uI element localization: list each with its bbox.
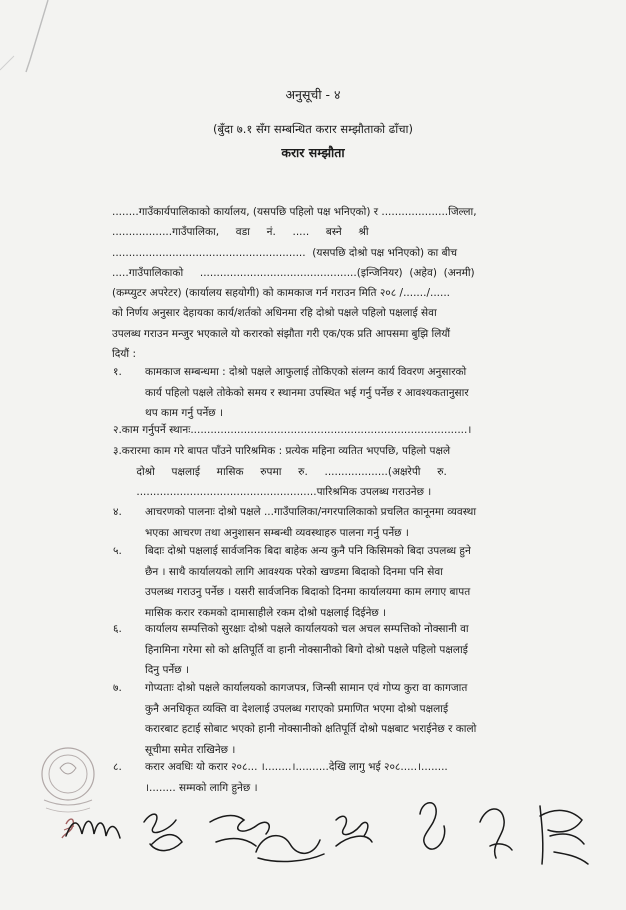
signature xyxy=(210,816,269,846)
clause-line: कुनै अनधिकृत व्यक्ति वा देशलाई उपलब्ध गराएको प्रमाणित भएमा दोश्रो पक्षलाई xyxy=(145,702,449,715)
clause-line: कामकाज सम्बन्धमा : दोश्रो पक्षले आफुलाई तोकिएको संलग्न कार्य विवरण अनुसारको xyxy=(145,366,467,378)
signature xyxy=(420,803,445,849)
clause-line: दोश्रो पक्षलाई मासिक रुपमा रु. ...................(अक्षरेपी रु. xyxy=(113,465,447,478)
clause-number: ५. xyxy=(113,545,122,557)
clause-line: दिनु पर्नेछ । xyxy=(145,664,189,676)
clause-line: कार्यालय सम्पत्तिको सुरक्षाः दोश्रो पक्षले कार्यालयको चल अचल सम्पत्तिको नोक्सानी वा xyxy=(145,623,469,635)
clause-3 xyxy=(113,441,561,503)
clause-line: आचरणको पालनाः दोश्रो पक्षले ...गाउँपालिका/नगरपालिकाको प्रचलित कानूनमा व्यवस्था xyxy=(145,506,477,518)
clause-line: मासिक करार रकमको दामासाहीले रकम दोश्रो पक्षलाई दिईनेछ । xyxy=(145,606,387,619)
clause-line: सूचीमा समेत राखिनेछ । xyxy=(145,743,236,756)
clause-line: करार अवधिः यो करार २०८... ।........।..........देखि लागु भई २०८.....।........ xyxy=(145,761,448,773)
clause-number: ८. xyxy=(113,761,122,773)
intro-line: ........गाउँकार्यपालिकाको कार्यालय, (यसपछि पहिलो पक्ष भनिएको) र ....................जिल्ला, xyxy=(112,206,477,218)
signature xyxy=(256,836,324,862)
intro-line: .....गाउँपालिकाको ...............................................(इन्जिनियर) (अहेव) (अनमी) xyxy=(112,266,475,279)
clause-number: १. xyxy=(113,366,122,378)
clause-line: ।........ सम्मको लागि हुनेछ । xyxy=(145,781,258,794)
clause-line: ......................................................पारिश्रमिक उपलब्ध गराउनेछ । xyxy=(113,486,432,498)
clause-4 xyxy=(113,502,561,543)
intro-line: दियौं : xyxy=(112,348,136,361)
clause-2 xyxy=(113,420,561,441)
signatures-area xyxy=(60,786,610,896)
clause-line: बिदाः दोश्रो पक्षलाई सार्वजनिक बिदा बाहेक अन्य कुनै पनि किसिमको बिदा उपलब्ध हुने xyxy=(145,545,471,557)
intro-line: (कम्प्युटर अपरेटर) (कार्यालय सहयोगी) को कामकाज गर्न गराउन मिति २०८ /......./...... xyxy=(112,287,451,300)
clause-line: गोप्यताः दोश्रो पक्षले कार्यालयको कागजपत्र, जिन्सी सामान एवं गोप्य कुरा वा कागजात xyxy=(145,682,468,694)
clause-line: करारबाट हटाई सोबाट भएको हानी नोक्सानीको क्षतिपूर्ति दोश्रो पक्षबाट भराईनेछ र कालो xyxy=(145,723,477,735)
signature xyxy=(66,821,120,838)
clause-line: २.काम गर्नुपर्ने स्थानः...................................................................................। xyxy=(113,424,472,436)
signature xyxy=(336,816,372,846)
clause-number: ४. xyxy=(113,506,122,518)
clause-6 xyxy=(113,619,561,681)
signature xyxy=(540,806,588,864)
document-subtitle: (बुँदा ७.१ सँग सम्बन्धित करार सम्झौताको ढाँचा) xyxy=(212,122,414,136)
clause-line: हिनामिना गरेमा सो को क्षतिपूर्ति वा हानी नोक्सानीको बिगो दोश्रो पक्षले पहिलो पक्षलाई xyxy=(145,643,468,656)
signature xyxy=(144,814,182,850)
clause-line: छैन । साथै कार्यालयको लागि आवश्यक परेको खण्डमा बिदाको दिनमा पनि सेवा xyxy=(145,565,443,578)
document-title: करार सम्झौता xyxy=(281,145,345,160)
clause-number: ७. xyxy=(113,682,122,694)
intro-line: उपलब्ध गराउन मन्जुर भएकाले यो करारको संझौता गरी एक/एक प्रति आपसमा बुझि लियौं xyxy=(112,327,451,340)
clause-7 xyxy=(113,678,561,760)
intro-line: .......................................................... (यसपछि दोश्रो पक्ष भनिएको) का बीच xyxy=(112,246,457,259)
clause-line: ३.करारमा काम गरे बापत पाँउने पारिश्रमिक : प्रत्येक महिना व्यतित भएपछि, पहिलो पक्षले xyxy=(113,445,451,457)
intro-line: ..................गाउँपालिका, वडा नं. ..... बस्ने श्री xyxy=(112,226,369,239)
signature xyxy=(480,809,512,858)
clause-number: ६. xyxy=(113,623,122,635)
clause-5 xyxy=(113,541,561,623)
schedule-heading: अनुसूची - ४ xyxy=(285,87,341,102)
clause-line: थप काम गर्नु पर्नेछ । xyxy=(145,407,223,419)
clause-1 xyxy=(113,362,561,424)
clause-line: कार्य पहिलो पक्षले तोकेको समय र स्थानमा उपस्थित भई गर्नु पर्नेछ र आवश्यकतानुसार xyxy=(145,386,469,399)
intro-line: को निर्णय अनुसार देहायका कार्य/शर्तको अधिनमा रहि दोश्रो पक्षले पहिलो पक्षलाई सेवा xyxy=(112,307,437,320)
intro-paragraph xyxy=(112,202,560,364)
clause-line: भएका आचरण तथा अनुशासन सम्बन्धी व्यवस्थाहरु पालना गर्नु पर्नेछ । xyxy=(145,526,409,539)
clause-line: उपलब्ध गराउनु पर्नेछ । यसरी सार्वजनिक बिदाको दिनमा कार्यालयमा काम लगाए बापत xyxy=(145,586,471,598)
